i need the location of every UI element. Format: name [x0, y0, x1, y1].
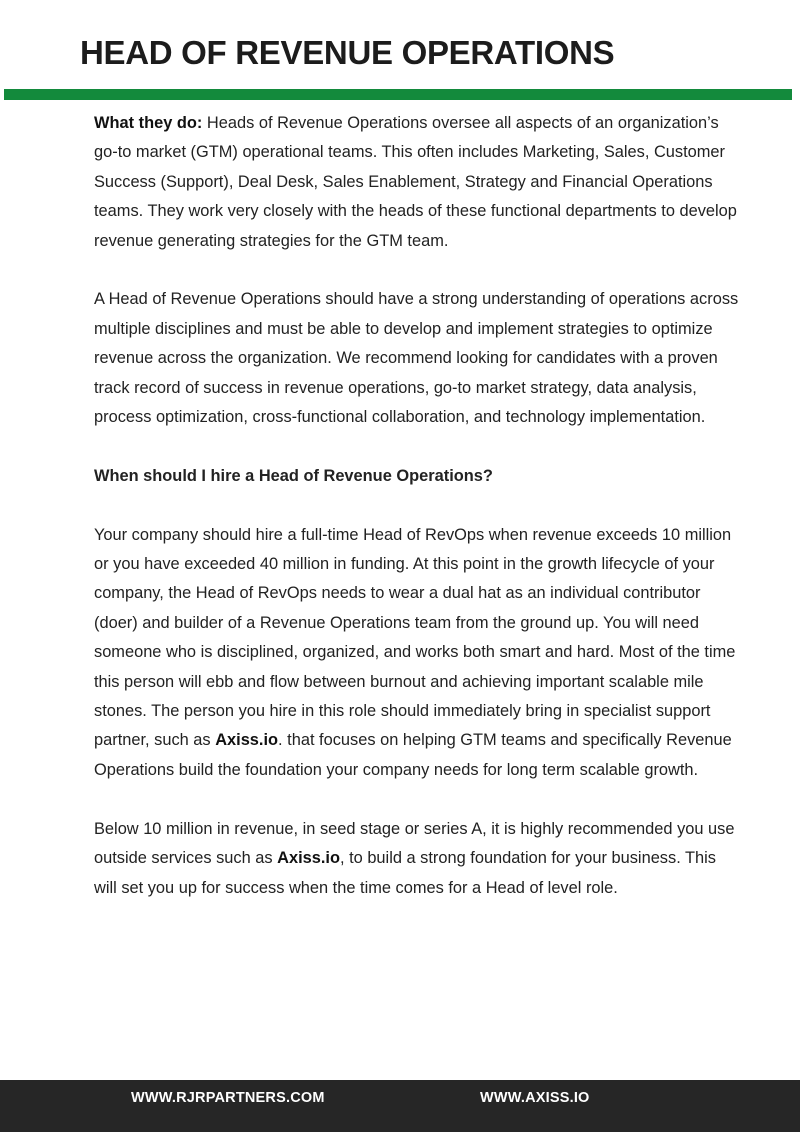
brand-name: Axiss.io	[277, 849, 340, 868]
page-title: HEAD OF REVENUE OPERATIONS	[80, 34, 615, 71]
paragraph-text: A Head of Revenue Operations should have a strong understanding of operations across multiple disciplines and must be able to develop and implement strategies to optimize revenue across the organization. We recommend looking for candidates with a proven track record of success in revenue operations, go-to market strategy, data analysis, process optimization, cross-functional collaboration, and technology implementation.	[94, 290, 739, 427]
section-heading: When should I hire a Head of Revenue Operations?	[94, 466, 493, 485]
paragraph-lead-label: What they do:	[94, 114, 203, 132]
paragraph-text: , to build a strong foundation for your business. This will set you up for success when the time comes for a Head of level role.	[94, 849, 716, 897]
footer-link-rjrpartners[interactable]: WWW.RJRPARTNERS.COM	[131, 1090, 325, 1106]
paragraph-below-threshold	[94, 815, 742, 903]
paragraph-text: . that focuses on helping GTM teams and specifically Revenue Operations build the foundation your company needs for long term scalable growth.	[94, 731, 732, 779]
article-body	[94, 109, 742, 932]
paragraph-what-they-do	[94, 109, 742, 256]
paragraph-requirements	[94, 285, 742, 432]
paragraph-when-to-hire	[94, 521, 742, 786]
paragraph-text: Your company should hire a full-time Head of RevOps when revenue exceeds 10 million or you have exceeded 40 million in funding. At this point in the growth lifecycle of your company, the Head of RevOps needs to wear a dual hat as an individual contributor (doer) and builder of a Revenue Operations team from the ground up. You will need someone who is disciplined, organized, and works both smart and hard. Most of the time this person will ebb and flow between burnout and achieving important scalable mile stones. The person you hire in this role should immediately bring in specialist support partner, such as	[94, 525, 736, 750]
footer-bar	[0, 1080, 800, 1132]
paragraph-text: Heads of Revenue Operations oversee all aspects of an organization’s go-to market (GTM) operational teams. This often includes Marketing, Sales, Customer Success (Support), Deal Desk, Sales Enablement, Strategy and Financial Operations teams. They work very closely with the heads of these functional departments to develop revenue generating strategies for the GTM team.	[94, 114, 737, 250]
brand-name: Axiss.io	[215, 731, 279, 750]
paragraph-text: Below 10 million in revenue, in seed stage or series A, it is highly recommended you use outside services such as	[94, 819, 735, 868]
accent-divider	[4, 89, 792, 100]
footer-link-axiss[interactable]: WWW.AXISS.IO	[480, 1090, 590, 1106]
